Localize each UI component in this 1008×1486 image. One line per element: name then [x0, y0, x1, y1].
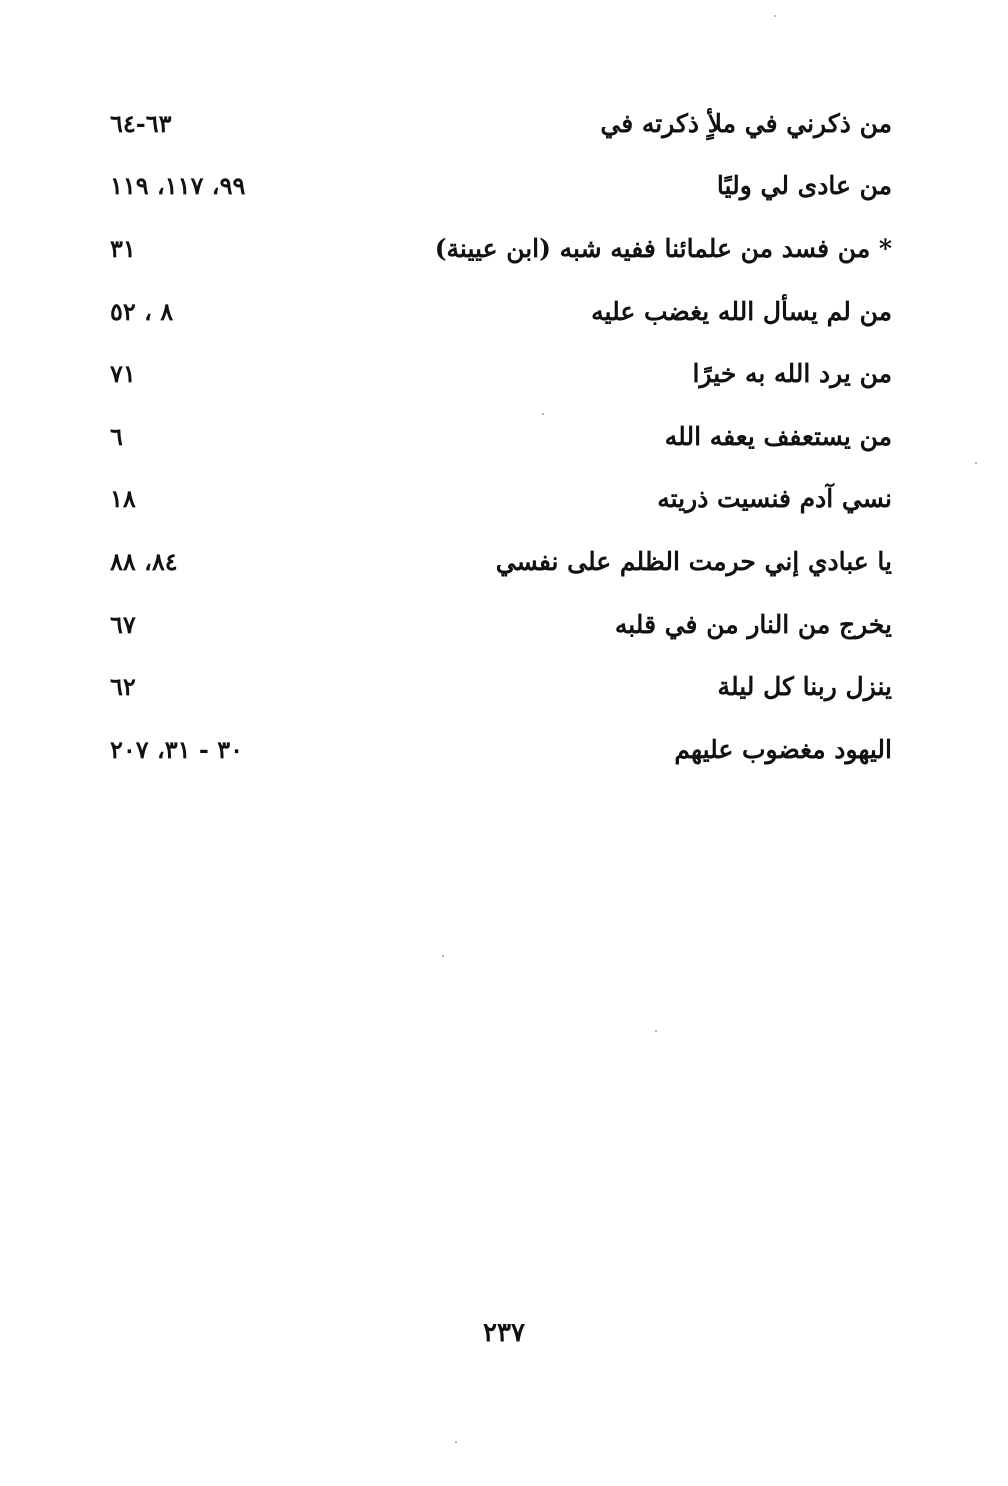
- scan-speck: [455, 1441, 457, 1443]
- scan-speck: [655, 1030, 657, 1032]
- index-entry-text: من يرد الله به خيرًا: [692, 359, 892, 389]
- index-entry-pages: ١٨: [110, 484, 136, 514]
- scan-speck: [774, 15, 776, 17]
- page-number: ٢٣٧: [483, 1318, 525, 1348]
- index-row: [110, 593, 892, 656]
- index-row: [110, 718, 892, 781]
- index-entry-pages: ٣٠ - ٣١، ٢٠٧: [110, 734, 244, 764]
- index-entry-pages: ٦: [110, 421, 123, 451]
- hadith-index-list: [110, 92, 892, 781]
- index-entry-pages: ٣١: [110, 233, 136, 263]
- index-entry-text: من يستعفف يعفه الله: [664, 421, 892, 451]
- index-row: [110, 280, 892, 343]
- index-entry-pages: ٨ ، ٥٢: [110, 296, 174, 326]
- index-entry-text: ينزل ربنا كل ليلة: [717, 672, 892, 702]
- index-entry-text: * من فسد من علمائنا ففيه شبه (ابن عيينة): [434, 233, 892, 263]
- scan-speck: [975, 462, 977, 464]
- index-entry-text: اليهود مغضوب عليهم: [674, 734, 892, 764]
- index-row: [110, 342, 892, 405]
- index-row: [110, 530, 892, 593]
- index-row: [110, 217, 892, 280]
- index-entry-pages: ٩٩، ١١٧، ١١٩: [110, 171, 246, 201]
- index-entry-text: يخرج من النار من في قلبه: [614, 609, 892, 639]
- index-entry-text: نسي آدم فنسيت ذريته: [657, 484, 892, 514]
- index-row: [110, 92, 892, 155]
- index-row: [110, 655, 892, 718]
- scan-speck: [442, 955, 444, 957]
- index-entry-pages: ٦٣-٦٤: [110, 108, 172, 138]
- index-entry-text: من ذكرني في ملأٍ ذكرته في: [600, 108, 892, 138]
- index-entry-text: من لم يسأل الله يغضب عليه: [591, 296, 892, 326]
- index-entry-pages: ٦٧: [110, 609, 136, 639]
- index-row: [110, 468, 892, 531]
- scan-speck: [542, 413, 544, 415]
- index-row: [110, 405, 892, 468]
- index-entry-pages: ٦٢: [110, 672, 136, 702]
- index-entry-pages: ٧١: [110, 359, 136, 389]
- index-entry-text: من عادى لي وليًا: [716, 171, 892, 201]
- index-row: [110, 155, 892, 218]
- index-entry-text: يا عبادي إني حرمت الظلم على نفسي: [495, 546, 892, 576]
- index-entry-pages: ٨٤، ٨٨: [110, 546, 178, 576]
